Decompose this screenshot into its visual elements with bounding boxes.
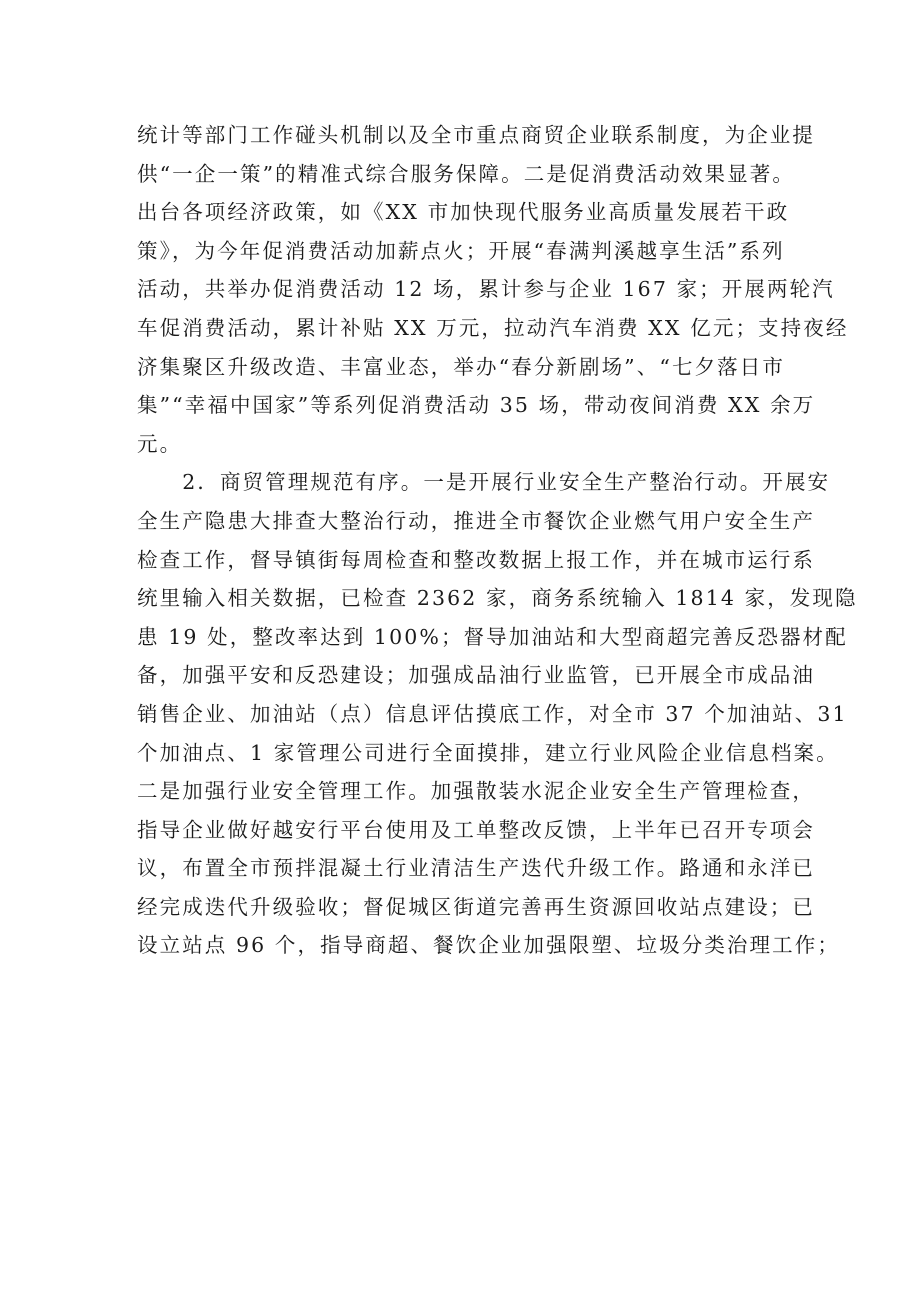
text-line: 销售企业、加油站（点）信息评估摸底工作，对全市 37 个加油站、31: [137, 701, 848, 726]
text-line: 备，加强平安和反恐建设；加强成品油行业监管，已开展全市成品油: [137, 663, 815, 688]
text-line: 策》，为今年促消费活动加薪点火；开展“春满判溪越享生活”系列: [137, 238, 785, 263]
text-line: 活动，共举办促消费活动 12 场，累计参与企业 167 家；开展两轮汽: [137, 277, 835, 302]
text-line: 患 19 处，整改率达到 100%；督导加油站和大型商超完善反恐器材配: [137, 624, 848, 649]
text-line: 个加油点、1 家管理公司进行全面摸排，建立行业风险企业信息档案。: [137, 740, 839, 765]
text-line: 指导企业做好越安行平台使用及工单整改反馈，上半年已召开专项会: [137, 817, 815, 842]
text-line: 设立站点 96 个，指导商超、餐饮企业加强限塑、垃圾分类治理工作；: [137, 933, 840, 958]
text-line: 二是加强行业安全管理工作。加强散装水泥企业安全生产管理检查，: [137, 779, 815, 804]
text-line: 经完成迭代升级验收；督促城区街道完善再生资源回收站点建设；已: [137, 894, 815, 919]
section-heading-line: 2．商贸管理规范有序。一是开展行业安全生产整治行动。开展安: [137, 470, 831, 495]
text-line: 出台各项经济政策，如《XX 市加快现代服务业高质量发展若干政: [137, 200, 790, 225]
text-line: 统计等部门工作碰头机制以及全市重点商贸企业联系制度，为企业提: [137, 123, 815, 147]
text-line: 车促消费活动，累计补贴 XX 万元，拉动汽车消费 XX 亿元；支持夜经: [137, 315, 849, 340]
text-line: 检查工作，督导镇街每周检查和整改数据上报工作，并在城市运行系: [137, 547, 815, 572]
text-line: 元。: [137, 431, 183, 456]
text-line: 议，布置全市预拌混凝土行业清洁生产迭代升级工作。路通和永洋已: [137, 856, 815, 881]
text-line: 济集聚区升级改造、丰富业态，举办“春分新剧场”、“七夕落日市: [137, 354, 785, 379]
text-line: 统里输入相关数据，已检查 2362 家，商务系统输入 1814 家，发现隐: [137, 586, 858, 611]
body-text: [137, 116, 858, 965]
text-line: 集”“幸福中国家”等系列促消费活动 35 场，带动夜间消费 XX 余万: [137, 393, 816, 418]
text-line: 供“一企一策”的精准式综合服务保障。二是促消费活动效果显著。: [137, 161, 795, 186]
text-line: 全生产隐患大排查大整治行动，推进全市餐饮企业燃气用户安全生产: [137, 508, 815, 533]
